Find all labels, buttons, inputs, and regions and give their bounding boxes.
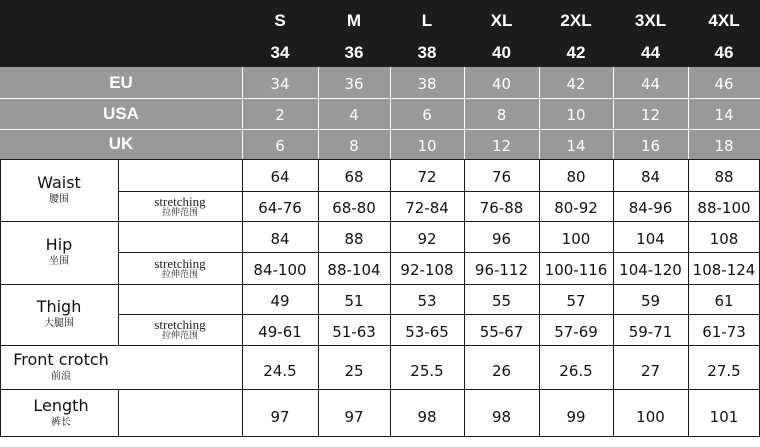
region-value: 34 <box>270 75 290 93</box>
measurement-name-zh: 腰围 <box>49 193 69 205</box>
measurement-value: 97 <box>270 408 290 426</box>
stretch-label-zh: 拉伸范围 <box>161 269 198 280</box>
measurement-name-zh: 裤长 <box>51 416 71 428</box>
measurement-name: Thigh <box>36 297 82 317</box>
region-value: 42 <box>566 75 586 93</box>
row-divider <box>0 436 760 437</box>
size-number: 36 <box>344 43 364 62</box>
region-value: 18 <box>714 136 734 155</box>
measurement-value: 64 <box>270 168 290 186</box>
measurement-value: 84 <box>270 229 290 248</box>
measurement-name: Length <box>33 395 89 415</box>
stretch-label <box>118 314 242 345</box>
col-divider <box>242 159 243 437</box>
measurement-label <box>0 284 118 345</box>
size-number: 38 <box>417 43 437 62</box>
stretch-value: 84-100 <box>253 261 307 279</box>
row-divider <box>118 191 760 192</box>
region-value: 6 <box>275 136 285 155</box>
measurement-value: 84 <box>640 168 661 186</box>
region-value: 16 <box>640 136 661 155</box>
row-divider <box>0 159 760 160</box>
region-value: 46 <box>714 75 734 93</box>
col-divider <box>118 159 119 345</box>
stretch-label-zh: 拉伸范围 <box>161 331 198 341</box>
measurement-name-zh: 大腿围 <box>44 318 74 330</box>
col-divider <box>318 159 319 437</box>
measurement-value: 57 <box>566 292 586 310</box>
region-label: UK <box>108 134 134 153</box>
region-value: 14 <box>714 106 734 124</box>
measurement-value: 98 <box>417 408 437 426</box>
measurement-value: 27.5 <box>707 362 741 380</box>
measurement-value: 53 <box>417 292 437 310</box>
measurement-value: 100 <box>636 408 665 426</box>
region-col-divider <box>688 67 689 159</box>
stretch-value: 108-124 <box>692 261 756 279</box>
region-col-divider <box>318 67 319 159</box>
stretch-value: 64-76 <box>258 199 302 217</box>
measurement-value: 104 <box>636 229 665 248</box>
row-divider <box>118 252 760 253</box>
size-label: S <box>274 10 286 30</box>
row-divider <box>0 345 760 346</box>
size-number: 46 <box>714 43 734 62</box>
row-divider <box>118 314 760 315</box>
stretch-label <box>118 252 242 284</box>
measurement-value: 51 <box>344 292 364 310</box>
region-col-divider <box>242 67 243 159</box>
measurement-value: 108 <box>709 229 739 248</box>
stretch-label <box>118 191 242 221</box>
region-value: 12 <box>640 106 661 124</box>
region-value: 44 <box>640 75 661 93</box>
stretch-value: 68-80 <box>332 199 376 217</box>
region-col-divider <box>390 67 391 159</box>
region-value: 8 <box>496 106 507 124</box>
col-divider <box>390 159 391 437</box>
stretch-label-en: stretching <box>154 193 206 209</box>
region-value: 12 <box>491 136 512 155</box>
stretch-value: 96-112 <box>474 261 529 279</box>
region-value: 38 <box>417 75 437 93</box>
col-divider <box>539 159 540 437</box>
measurement-value: 26 <box>491 362 512 380</box>
size-label: L <box>421 10 433 30</box>
region-col-divider <box>539 67 540 159</box>
region-value: 10 <box>566 106 586 124</box>
stretch-value: 72-84 <box>405 199 449 217</box>
stretch-value: 84-96 <box>628 199 673 217</box>
stretch-value: 104-120 <box>619 261 682 279</box>
size-label: 3XL <box>634 10 667 30</box>
stretch-label-zh: 拉伸范围 <box>161 207 198 218</box>
region-value: 40 <box>491 75 512 93</box>
stretch-value: 51-63 <box>332 322 376 341</box>
measurement-value: 61 <box>714 292 734 310</box>
region-label: EU <box>109 72 133 92</box>
stretch-value: 80-92 <box>554 199 598 217</box>
measurement-value: 88 <box>344 229 364 248</box>
row-divider <box>0 284 760 285</box>
measurement-value: 26.5 <box>559 362 593 380</box>
region-value: 4 <box>349 106 359 124</box>
region-col-divider <box>464 67 465 159</box>
size-number: 44 <box>641 43 660 62</box>
region-col-divider <box>613 67 614 159</box>
stretch-value: 53-65 <box>405 322 449 341</box>
stretch-value: 59-71 <box>628 322 673 341</box>
stretch-value: 61-73 <box>702 322 746 341</box>
stretch-value: 49-61 <box>258 322 302 341</box>
measurement-value: 25 <box>344 362 364 380</box>
size-number: 34 <box>270 43 290 62</box>
col-divider <box>118 389 119 437</box>
measurement-value: 101 <box>709 408 739 426</box>
region-value: 6 <box>422 106 432 124</box>
col-divider <box>464 159 465 437</box>
measurement-name-zh: 坐围 <box>49 256 69 268</box>
measurement-value: 99 <box>566 408 586 426</box>
measurement-value: 97 <box>344 408 364 426</box>
measurement-value: 92 <box>417 229 437 248</box>
measurement-value: 76 <box>491 168 512 186</box>
region-value: 2 <box>275 106 285 124</box>
stretch-value: 55-67 <box>479 322 524 341</box>
measurement-value: 96 <box>491 229 512 248</box>
region-value: 36 <box>344 75 364 93</box>
measurement-value: 55 <box>491 292 512 310</box>
size-number: 40 <box>492 43 511 62</box>
measurement-value: 49 <box>270 292 290 310</box>
region-label: USA <box>103 103 139 123</box>
stretch-value: 88-100 <box>697 199 751 217</box>
measurement-value: 25.5 <box>410 362 444 380</box>
measurement-name: Waist <box>37 172 81 192</box>
region-value: 10 <box>417 136 437 155</box>
region-value: 8 <box>349 136 359 155</box>
size-label: M <box>346 10 362 30</box>
measurement-value: 100 <box>561 229 591 248</box>
table-left-border <box>0 159 1 437</box>
measurement-name-zh: 前浪 <box>51 370 71 382</box>
measurement-value: 59 <box>640 292 661 310</box>
measurement-value: 98 <box>491 408 512 426</box>
stretch-value: 57-69 <box>554 322 598 341</box>
measurement-label <box>0 159 118 221</box>
measurement-value: 24.5 <box>263 362 297 380</box>
measurement-name: Hip <box>45 235 73 255</box>
stretch-label-en: stretching <box>154 255 206 271</box>
stretch-value: 76-88 <box>479 199 524 217</box>
measurement-label <box>0 389 118 437</box>
size-label: XL <box>490 10 513 30</box>
measurement-value: 68 <box>344 168 364 186</box>
size-label: 4XL <box>708 10 740 30</box>
col-divider <box>688 159 689 437</box>
measurement-name: Front crotch <box>13 349 109 369</box>
measurement-value: 27 <box>640 362 661 380</box>
measurement-value: 80 <box>566 168 586 186</box>
region-value: 14 <box>566 136 586 155</box>
row-divider <box>0 389 760 390</box>
measurement-label <box>0 345 118 389</box>
measurement-value: 88 <box>714 168 734 186</box>
region-divider <box>0 98 760 99</box>
measurement-label <box>0 221 118 284</box>
region-divider <box>0 129 760 130</box>
stretch-label-en: stretching <box>154 317 206 332</box>
size-number: 42 <box>566 43 586 62</box>
size-label: 2XL <box>560 10 592 30</box>
stretch-value: 88-104 <box>327 261 381 279</box>
row-divider <box>0 221 760 222</box>
stretch-value: 92-108 <box>400 261 454 279</box>
col-divider <box>613 159 614 437</box>
stretch-value: 100-116 <box>544 261 608 279</box>
measurement-value: 72 <box>417 168 437 186</box>
